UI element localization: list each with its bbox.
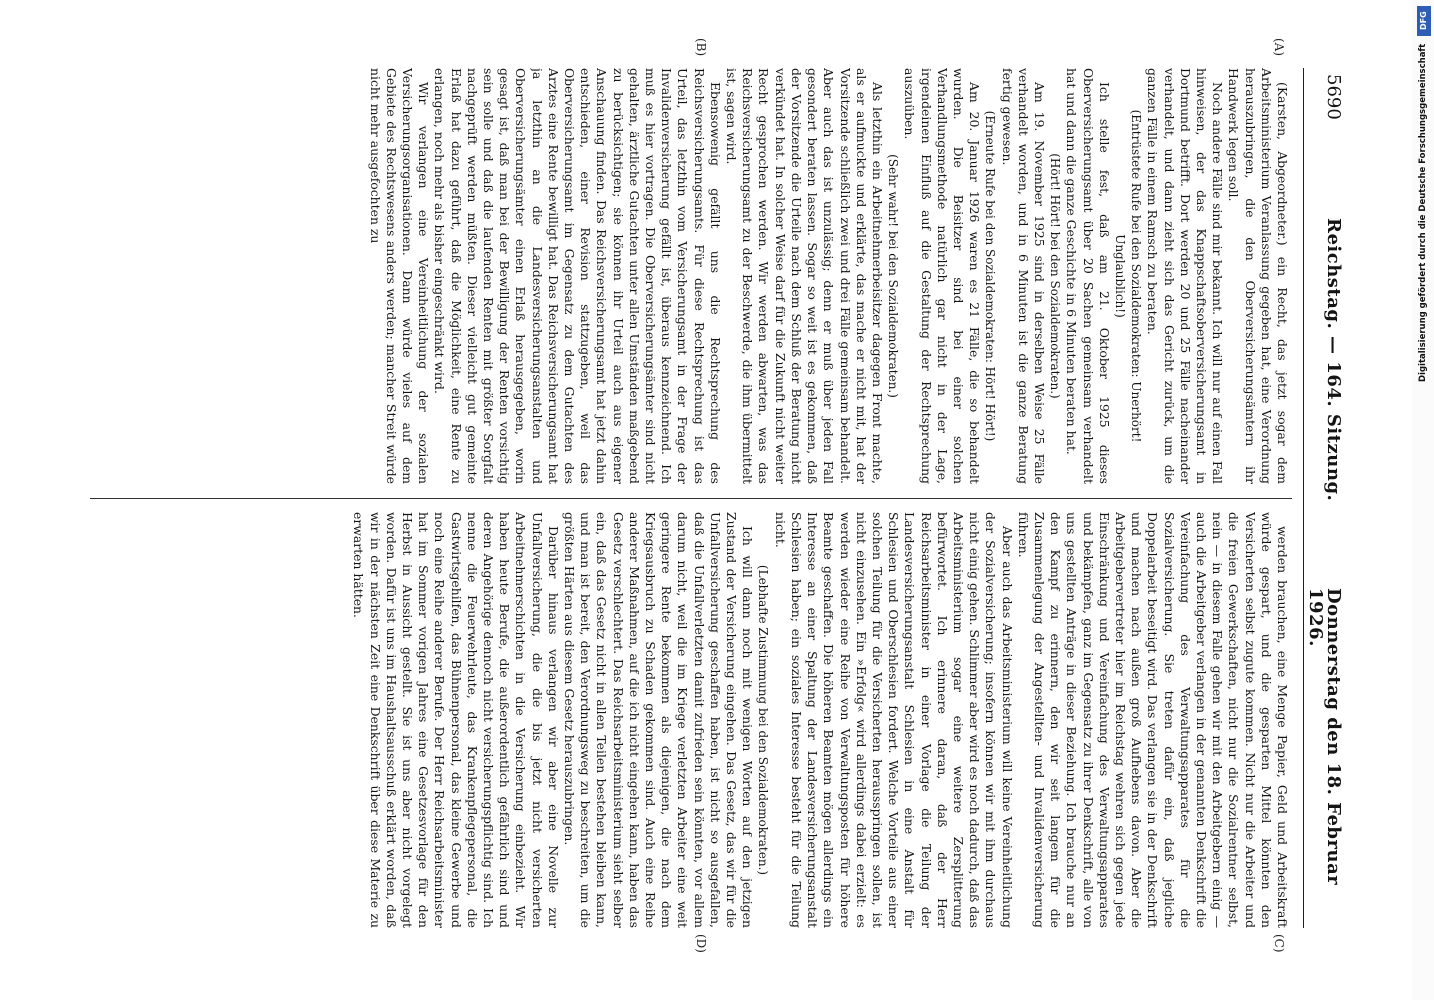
right-interjection: (Lebhafte Zustimmung bei den Sozialdemokraten.) bbox=[756, 564, 771, 876]
dfg-logo: DFG bbox=[1417, 6, 1431, 36]
left-interjection: (Hört! Hört! bei den Sozialdemokraten.) bbox=[1048, 153, 1063, 399]
left-paragraph: Noch andere Fälle sind mir bekannt. Ich will nur auf einen Fall hinweisen, der das Knappschaftsoberversicherungsamt in Dortmund betrifft. Dort werden 20 und 25 Fälle nacheinander verhandelt, und dann zieht sich das Gericht zurück, um die ganzen Fälle in einem Ramsch zu beraten. bbox=[1145, 68, 1226, 484]
page-header bbox=[1303, 68, 1348, 928]
right-paragraph: Aber auch das Arbeitsministerium will keine Vereinheitlichung der Sozialversicherung; insofern können wir mit ihm durchaus nicht einig gehen. Schlimmer aber wird es noch dadurch, daß das Arbeitsministerium sogar eine weitere Zersplitterung befürwortet. Ich erinnere daran, daß der Herr Reichsarbeitsminister in einer Vorlage die Teilung der Landesversicherungsanstalt Schlesien in eine Anstalt für Schlesien und Oberschlesien fordert. Welche Vorteile aus einer solchen Teilung für die Versicherten herausspringen sollen, ist nicht einzusehen. Ein »Erfolg« wird allerdings dabei erzielt: es werden wieder eine Reihe von Verwaltungsposten für höhere Beamte geschaffen. Die höheren Beamten mögen allerdings ein Interesse an einer Spaltung der Landesversicherungsanstalt Schlesien haben; ein soziales Interesse besteht für die Teilung nicht. bbox=[772, 512, 1015, 928]
page-number: 5690 bbox=[1323, 74, 1344, 120]
right-paragraph: Darüber hinaus verlangen wir aber eine Novelle zur Unfallversicherung, die die bis jetzt nicht versicherten Arbeitnehmerschichten in die Versicherung einbezieht. Wir haben heute Berufe, die außerordentlich gefährlich sind und deren Angehörige dennoch nicht versicherungspflichtig sind. Ich nenne die Feuerwehrleute, das Krankenpflegepersonal, die Gastwirtsgehilfen, das Bühnenpersonal, das kleine Gewerbe und noch eine Reihe anderer Berufe. Der Herr Reichsarbeitsminister hat im Sommer vorigen Jahres eine Gesetzesvorlage für den Herbst in Aussicht gestellt. Sie ist uns aber nicht vorgelegt worden. Dafür ist uns im Haushaltsausschuß erklärt worden, daß wir in der nächsten Zeit eine Denkschrift über diese Materie zu erwarten hätten. bbox=[351, 512, 561, 928]
left-interjection: (Erneute Rufe bei den Sozialdemokraten: Hört! Hört!) bbox=[983, 110, 998, 442]
left-paragraph: Am 19. November 1925 sind in derselben Weise 25 Fälle verhandelt worden, und in 6 Minuten ist die ganze Beratung fertig gewesen. bbox=[999, 68, 1047, 484]
left-paragraph: (Karsten, Abgeordneter.) ein Recht, das jetzt sogar dem Arbeitsministerium Veranlassung gegeben hat, eine Verordnung herauszubringen, die den Oberversicherungsämtern ihr Handwerk legen soll. bbox=[1226, 68, 1290, 484]
margin-mark-a: (A) bbox=[1272, 38, 1286, 57]
right-paragraph: Ich will dann noch mit wenigen Worten auf den jetzigen Zustand der Versicherung eingehen. Das Gesetz, das wir für die Unfallversicherung geschaffen haben, ist nicht so ausgefallen, daß die Unfallverletzten damit zufrieden sein könnten, vor allem darum nicht, weil die im Kriege verletzten Arbeiter eine weit geringere Rente bekommen als diejenigen, die nach dem Kriegsausbruch zu Schaden gekommen sind. Auch eine Reihe anderer Maßnahmen, auf die ich nicht eingehen kann, haben das Gesetz verschlechtert. Das Reichsarbeitsministerium sieht selber ein, daß das Gesetz nicht in allen Teilen bestehen bleiben kann, und man ist bereit, den Verordnungsweg zu beschreiten, um die größten Härten aus diesem Gesetz herauszubringen. bbox=[562, 512, 756, 928]
right-text-column bbox=[90, 512, 1290, 928]
session-title: Reichstag. — 164. Sitzung. bbox=[1323, 218, 1344, 502]
column-divider bbox=[90, 498, 1292, 499]
margin-mark-d: (D) bbox=[694, 934, 708, 953]
left-paragraph: Am 20. Januar 1926 waren es 21 Fälle, die so behandelt wurden. Die Beisitzer sind bei einer solchen Verhandlungsmethode natürlich gar nicht in der Lage, irgendeinen Einfluß auf die Gestaltung der Rechtsprechung auszuüben. bbox=[902, 68, 983, 484]
left-interjection: (Sehr wahr! bei den Sozialdemokraten.) bbox=[886, 154, 901, 398]
left-paragraph: Als letzthin ein Arbeitnehmerbeisitzer dagegen Front machte, als er aufmuckte und erklärte, das mache er nicht mit, hat der Vorsitzende schließlich zwei und drei Fälle gemeinsam behandelt. Aber auch das ist unzulässig; denn er muß über jeden Fall gesondert beraten lassen. Sogar so weit ist es gekommen, daß der Vorsitzende die Urteile nach dem Schluß der Beratung nicht verkündet hat. In solcher Weise darf für die Zukunft nicht weiter Recht gesprochen werden. Wir werden abwarten, was das Reichsversicherungsamt zu der Beschwerde, die ihm übermittelt ist, sagen wird. bbox=[724, 68, 885, 484]
left-paragraph: Ebensowenig gefällt uns die Rechtsprechung des Reichsversicherungsamts. Für diese Rechtsprechung ist das Urteil, das letzthin vom Versicherungsamt in der Frage der Invalidenversicherung gefällt ist, überaus kennzeichnend. Ich muß es hier vortragen. Die Oberversicherungsämter sind nicht gehalten, ärztliche Gutachten unter allen Umständen maßgebend zu berücksichtigen; sie können ihr Urteil auch aus eigener Anschauung finden. Das Reichsversicherungsamt hat jetzt dahin entschieden, einer Revision stattzugeben, weil das Oberversicherungsamt im Gegensatz zu dem Gutachten des Arztes eine Rente bewilligt hat. Das Reichsversicherungsamt hat ja letzthin an die Landesversicherungsanstalten und Oberversicherungsämter einen Erlaß herausgegeben, worin gesagt ist, daß man bei der Bewilligung der Renten vorsichtig sein solle und daß die laufenden Renten mit größter Sorgfalt nachgeprüft werden müßten. Dieser vielleicht gut gemeinte Erlaß hat dazu geführt, daß die Möglichkeit, eine Rente zu erlangen, noch mehr als bisher eingeschränkt wird. bbox=[432, 68, 723, 484]
left-text-column bbox=[90, 68, 1290, 484]
left-paragraph: Wir verlangen eine Vereinheitlichung der sozialen Versicherungsorganisationen. Dann würde vieles auf dem Gebiete des Rechtswesens anders werden; mancher Streit würde nicht mehr ausgefochten zu bbox=[367, 68, 432, 484]
left-interjection: (Entrüstete Rufe bei den Sozialdemokraten: Unerhört! Unglaublich!) bbox=[1112, 109, 1144, 443]
page-body bbox=[82, 38, 1348, 953]
right-paragraph: werden brauchen, eine Menge Papier, Geld und Arbeitskraft würde gespart, und die gesparten Mittel könnten den Versicherten selbst zugute kommen. Nicht nur die Arbeiter und die freien Gewerkschaften, nicht nur die Sozialrentner selbst, nein — in diesem Falle gehen wir mit den Arbeitgebern einig — auch die Arbeitgeber verlangen in der genannten Denkschrift die Vereinfachung des Verwaltungsapparates für die Sozialversicherung. Sie treten dafür ein, daß jegliche Doppelarbeit beseitigt wird. Das verlangen sie in der Denkschrift und machen nach außen groß Aufhebens davon. Aber die Arbeitgebervertreter hier im Reichstag wehren sich gegen jede Einschränkung und Vereinfachung des Verwaltungsapparates und bekämpfen, ganz im Gegensatz zu ihrer Denkschrift, alle von uns gestellten Anträge in dieser Beziehung. Ich brauche nur an den Kampf zu erinnern, den wir seit langem für die Zusammenlegung der Angestellten- und Invalidenversicherung führen. bbox=[1015, 512, 1290, 928]
margin-mark-b: (B) bbox=[694, 38, 708, 57]
session-date: Donnerstag den 18. Februar 1926. bbox=[1305, 588, 1344, 886]
left-paragraph: Ich stelle fest, daß am 21. Oktober 1925 dieses Oberversicherungsamt über 20 Sachen gemeinsam verhandelt hat und dann die ganze Geschichte in 6 Minuten beraten hat. bbox=[1064, 68, 1112, 484]
digitization-note: Digitalisierung gefördert durch die Deutsche Forschungsgemeinschaft bbox=[1418, 44, 1428, 383]
margin-mark-c: (C) bbox=[1272, 934, 1286, 953]
